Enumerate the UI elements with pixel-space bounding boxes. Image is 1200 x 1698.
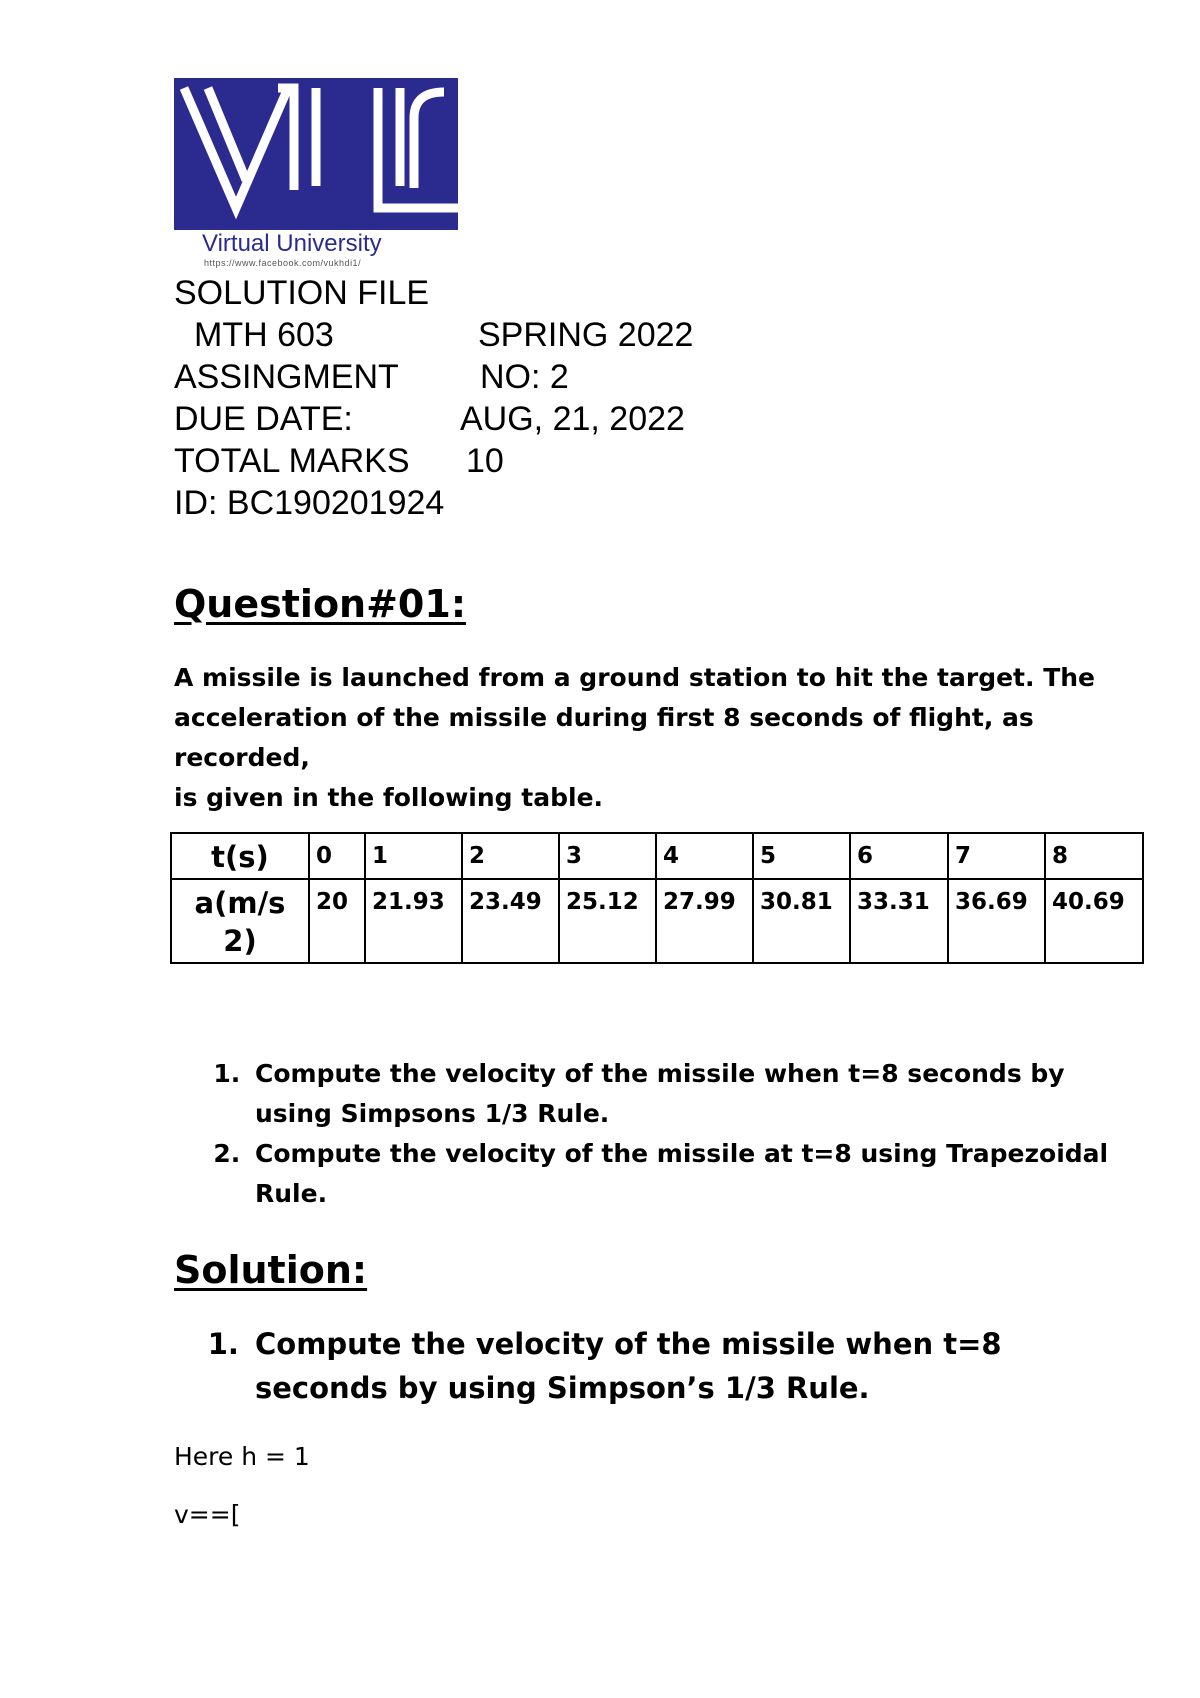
- question-line-1: A missile is launched from a ground station to hit the target. The: [174, 663, 1096, 692]
- time-cell: 2: [462, 833, 559, 879]
- question-tasks: [174, 1054, 1134, 1214]
- term: SPRING 2022: [478, 316, 694, 354]
- task-item: 2. Compute the velocity of the missile at t=8 using Trapezoidal Rule.: [249, 1134, 1134, 1214]
- acceleration-cell: 27.99: [656, 879, 753, 963]
- question-heading: Question#01:: [174, 582, 467, 626]
- question-line-3: is given in the following table.: [174, 783, 604, 812]
- time-cell: 5: [753, 833, 850, 879]
- velocity-formula-start: v==[: [174, 1500, 241, 1529]
- assignment-number: NO: 2: [480, 358, 569, 396]
- student-id: ID: BC190201924: [174, 484, 445, 522]
- acceleration-cell: 25.12: [559, 879, 656, 963]
- acceleration-cell: 33.31: [850, 879, 948, 963]
- vu-logo-mark: [174, 78, 458, 230]
- solution-item: 1. Compute the velocity of the missile when t=8 seconds by using Simpson’s 1/3 Rule.: [249, 1322, 1134, 1410]
- solution-heading: Solution:: [174, 1248, 368, 1292]
- time-cell: 6: [850, 833, 948, 879]
- step-size-line: Here h = 1: [174, 1442, 310, 1471]
- acceleration-cell: 40.69: [1045, 879, 1143, 963]
- solution-file-title: SOLUTION FILE: [174, 274, 430, 312]
- acceleration-cell: 20: [309, 879, 365, 963]
- time-cell: 0: [309, 833, 365, 879]
- task-item: 1. Compute the velocity of the missile when t=8 seconds by using Simpsons 1/3 Rule.: [249, 1054, 1134, 1134]
- time-row-header: t(s): [171, 833, 309, 879]
- logo-org-name: Virtual University: [202, 230, 382, 257]
- assignment-label: ASSINGMENT: [174, 358, 399, 396]
- question-line-2: acceleration of the missile during first 8 seconds of flight, as recorded,: [174, 703, 1034, 772]
- time-cell: 4: [656, 833, 753, 879]
- virtual-university-logo: [174, 78, 464, 278]
- total-marks-label: TOTAL MARKS: [174, 442, 410, 480]
- acceleration-row-header: a(m/s 2): [171, 879, 309, 963]
- time-cell: 3: [559, 833, 656, 879]
- time-cell: 8: [1045, 833, 1143, 879]
- total-marks-value: 10: [466, 442, 504, 480]
- due-date-value: AUG, 21, 2022: [460, 400, 685, 438]
- time-cell: 7: [948, 833, 1045, 879]
- question-paragraph: [174, 658, 1134, 818]
- course-code: MTH 603: [194, 316, 334, 354]
- acceleration-cell: 23.49: [462, 879, 559, 963]
- acceleration-table: [170, 832, 1144, 964]
- time-row: [171, 833, 1143, 879]
- acceleration-cell: 30.81: [753, 879, 850, 963]
- solution-tasks: [174, 1322, 1134, 1410]
- acceleration-cell: 21.93: [365, 879, 462, 963]
- acceleration-row: [171, 879, 1143, 963]
- logo-url: https://www.facebook.com/vukhdi1/: [204, 258, 362, 268]
- due-date-label: DUE DATE:: [174, 400, 353, 438]
- time-cell: 1: [365, 833, 462, 879]
- vu-monogram-icon: [174, 78, 458, 230]
- acceleration-cell: 36.69: [948, 879, 1045, 963]
